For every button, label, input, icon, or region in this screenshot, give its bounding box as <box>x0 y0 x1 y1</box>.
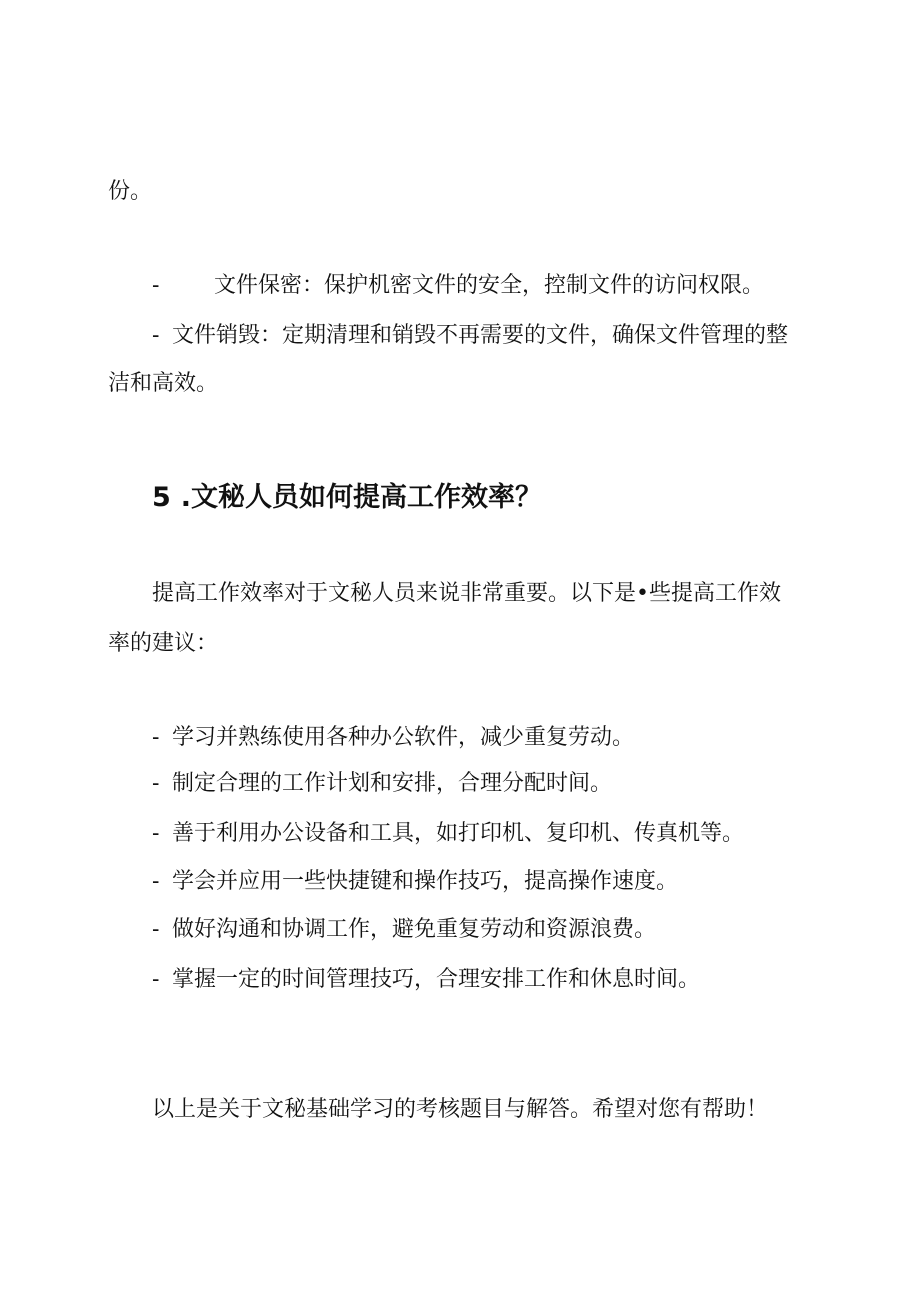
list-dash: - <box>152 725 160 750</box>
list-item-text: 学习并熟练使用各种办公软件，减少重复劳动。 <box>172 725 635 750</box>
list-dash: - <box>152 771 160 796</box>
list-item-text: 制定合理的工作计划和安排，合理分配时间。 <box>172 771 613 796</box>
list-item-text: 掌握一定的时间管理技巧，合理安排工作和休息时间。 <box>172 967 701 992</box>
section-title: .文秘人员如何提高工作效率？ <box>180 482 543 513</box>
list-item <box>152 914 656 946</box>
file-item-destruction <box>152 320 788 352</box>
list-dash: - <box>152 917 160 942</box>
list-item-text: 善于利用办公设备和工具，如打印机、复印机、传真机等。 <box>172 821 745 846</box>
section-number: 5 <box>152 482 171 513</box>
list-item <box>152 722 634 754</box>
continuation-text: 份。 <box>108 179 153 204</box>
closing-paragraph: 以上是关于文秘基础学习的考核题目与解答。希望对您有帮助！ <box>152 1097 769 1122</box>
list-item <box>152 768 612 800</box>
list-item-text: 文件销毁：定期清理和销毁不再需要的文件，确保文件管理的整 <box>172 323 789 348</box>
list-dash: - <box>152 273 160 298</box>
intro-paragraph-line1: 提高工作效率对于文秘人员来说非常重要。以下是•些提高工作效 <box>152 581 781 606</box>
list-dash: - <box>152 869 160 894</box>
list-item-text: 学会并应用一些快捷键和操作技巧，提高操作速度。 <box>172 869 679 894</box>
list-item <box>152 964 700 996</box>
file-item-destruction-continuation: 洁和高效。 <box>108 371 219 396</box>
list-dash: - <box>152 821 160 846</box>
list-item <box>152 866 678 898</box>
list-item <box>152 818 744 850</box>
list-dash: - <box>152 967 160 992</box>
intro-paragraph-line2: 率的建议： <box>108 631 219 656</box>
list-dash: - <box>152 323 160 348</box>
list-item-text: 做好沟通和协调工作，避免重复劳动和资源浪费。 <box>172 917 657 942</box>
section-heading <box>152 478 542 518</box>
file-item-confidential <box>152 270 764 302</box>
list-item-text: 文件保密：保护机密文件的安全，控制文件的访问权限。 <box>214 273 765 298</box>
